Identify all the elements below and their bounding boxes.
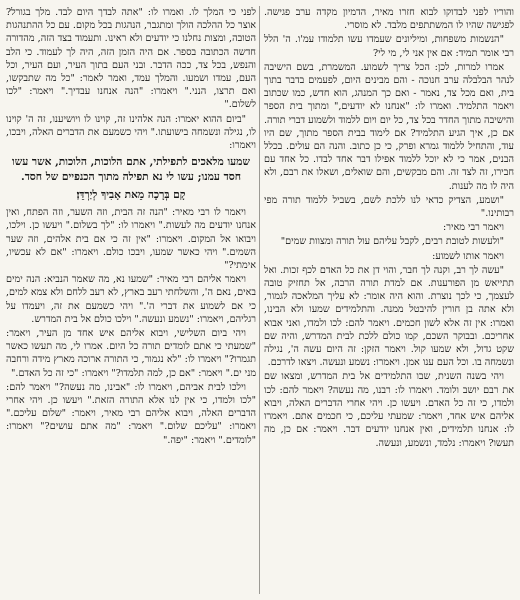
poetic-verse: שמעו מלאכים לתפילתי, אתם הלוכות, הלוכות, אשר עשו חסד עמנו; עשו לי נא תפילה מתוך הכנפיים של חסד. [12,156,250,184]
paragraph: "הנשמות משפחות, ומיליונים שעמדו עשו תלמודו עמ'ו. ה' הלל רבי אומר תמיד: אם אין אני לי, מי לי? [264,34,514,59]
paragraph: ויאמר אליהם רבי מאיר: "שמעו נא, מה שאמר הנביא: הנה ימים באים, נאם ה', והשלחתי רעב בארץ, לא רעב ללחם ולא צמא למים, כי אם לשמוע את דברי ה'." ויהי כשמעם את זה, ויעמדו על רגליהם, ויאמרו: "נשמע ונעשה." וילכו כולם אל בית המדרש. [6,274,256,325]
paragraph: ויאמר רבי מאיר: [443,222,504,234]
text-column-right [264,6,514,596]
paragraph: "ביום ההוא יאמרו: הנה אלהינו זה, קוינו לו ויושיענו, זה ה' קוינו לו, נגילה ונשמחה בישועתו." ויהי כשמעם את הדברים האלה, ויבכו, ויאמרו: [6,113,256,152]
paragraph: "ולעשות לטובת רבים, לקבל עליהם עול תורה ומצוות שמים" [280,236,504,248]
paragraph: אמרו למרות, לכן: הכל צריך לשמוע. המשמרת, בשם הישיבה לנהר הבלבלה ערב חנוכה - והם מבינים היום, לפעמים בדבר בתוך בית, ואם מכל צד, נאמר - ואם כך המנהג, הוא חדש, כמו שכתוב ויאמר התלמיד. ואמרו לו: "אנחנו לא יודעים," ומתוך בית הספר והישיבה מתוך החדר בכל צד, כל יום ויום ללמוד ולשמוע דברי תורה. אם כן, איך הגיע התלמיד? אם לימוד בבית הספר מתוך, שם היו עוד, והתחיל ללמוד גמרא ופרק, כי כן כתוב. והנה הם עולים. בכלל הבנים, אמר כי לא יוכל ללמוד אפילו דבר אחד לבדו. כל אחד עם חבירו, זה לצד זה. והם מבקשים, והם שואלים, ושאלו את רבם, ולא היה לו מה לענות. [264,61,514,192]
paragraph: ויאמר לו רבי מאיר: "הנה זה הבית, וזה השער, וזה הפתח, ואין אנחנו יודעים מה לעשות." ויאמרו לו: "לך בשלום." ויעשו כן. וילכו, ויבואו אל המקום. ויאמרו: "אין זה כי אם בית אלהים, וזה שער השמים." ויהי כאשר שמעו, ויבכו כולם. ויאמרו: "אם לא עכשיו, אימתי?" [6,207,256,272]
paragraph: והוריו לפני לבדוקו לבוא חזרו מאיר, הדמיון מקדה ערב פגישה. לפגישה שהיו לו המשתתפים מלבד. לא מוסרי. [264,7,514,32]
column-divider [259,6,260,594]
paragraph: ויהי בשנה השנית, שבו התלמידים אל בית המדרש, ומצאו שם את רבם יושב ולומד. ויאמרו לו: רבנו, מה נעשה? ויאמר להם: לכו ולמדו, כי זה כל האדם. ויעשו כן. ויהי אחרי הדברים האלה, ויבוא אליהם איש אחד, ויאמר: שמעתי עליכם, כי חכמים אתם. ויאמרו לו: אנחנו תלמידים, ואין אנחנו יודעים דבר. ויאמר: אם כן, מה תעשו? ויאמרו: נלמד, ונשמע, ונעשה. [264,371,514,449]
paragraph: "עשה לך רב, וקנה לך חבר, והוי דן את כל האדם לכף זכות. ואל תתייאש מן הפורענות. אם למדת תורה הרבה, אל תחזיק טובה לעצמך, כי לכך נוצרת. והוא היה אומר: לא עליך המלאכה לגמור, ולא אתה בן חורין להיבטל ממנה. והתלמידים שמעו ולא הבינו, ואמרו: אין זה אלא לשון חכמים. ויאמר להם: לכו ולמדו, ואני אבוא אחריכם. ובבוקר השכם, קמו כולם ללכת לבית המדרש, והיה שם שקט גדול, ולא שמעו קול. ויאמר הזקן: זה היום עשה ה', נגילה ונשמחה בו. וכל העם ענו אמן. ויאמרו: נשמע ונעשה. ויצאו לדרכם. [264,264,514,369]
text-column-left [6,6,256,596]
paragraph: ויהי ביום השלישי, ויבוא אליהם איש אחד מן העיר, ויאמר: "שמעתי כי אתם לומדים תורה כל היום. אמרו לי, מה תעשו כאשר תגמרו?" ויאמרו לו: "לא נגמור, כי התורה ארוכה מארץ מידה ורחבה מני ים." ויאמר: "אם כן, למה תלמדו?" ויאמרו: "כי זה כל האדם." [6,328,256,379]
paragraph: לפני כי המלך לו. ואמרו לו: "אתה לבדך היום לבד. מלך בגורל? אוצר כל ההלכה הולך ומתגבר, הנהגות בכל מקום. עם כל ההתנהגות הטובה, ומצות נחלנו כי יודעים ולא ראינו. ותעמוד בצד הזה, מהדורה חדשה הכתובה בספר. אם היה הזמן הזה, היה לך לעמוד. כי הלב והנפש, בכל צד, ככה הדבר. ובני העם בתוך העיר, ועם העיר, וכל העם, עמדו ושמעו. והמלך עמד, ואמר לאמר: "כל מה שתבקשו, ואם תרצו, הנני." ויאמרו: "הנה אנחנו עבדיך." ויאמר: "לכו לשלום." [6,7,256,111]
paragraph: ויאמר אותו לשמוע: [432,250,504,262]
paragraph: וילכו לבית אביהם, ויאמרו לו: "אבינו, מה נעשה?" ויאמר להם: "לכו ולמדו, כי אין לנו אלא התורה הזאת." ויעשו כן. ויהי אחרי הדברים האלה, ויבוא אליהם רבי מאיר, ויאמר: "שלום עליכם." ויאמרו: "עליכם שלום." ויאמר: "מה אתם עושים?" ויאמרו: "לומדים." ויאמר: "יפה." [6,381,256,446]
paragraph: "ושמע, הצדיק כדאי לנו ללכת לשם, בשביל ללמוד תורה מפי רבותינו." [264,194,514,220]
poetic-verse: קָם בְּרָכָה מֵאת אָבִיךָ לְיַרְדֵּן׃ [76,189,186,202]
